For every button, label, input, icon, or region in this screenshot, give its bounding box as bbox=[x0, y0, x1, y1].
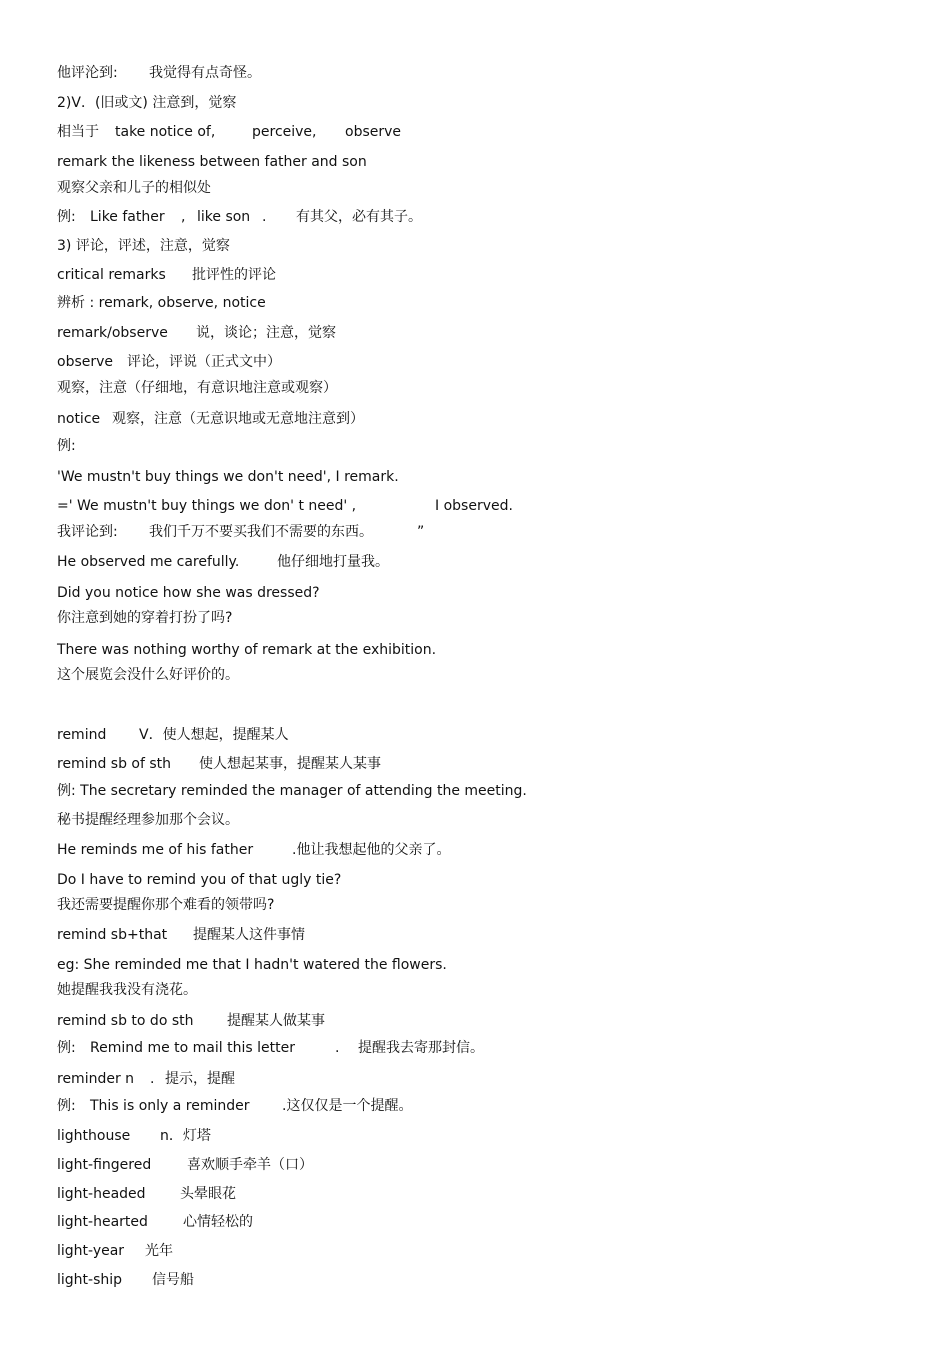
text-segment: remind bbox=[57, 727, 107, 743]
text-segment: ” bbox=[417, 524, 425, 540]
text-segment: 头晕眼花 bbox=[180, 1186, 236, 1202]
text-line bbox=[57, 726, 937, 744]
text-segment: 例: bbox=[57, 1098, 76, 1114]
text-segment: 你注意到她的穿着打扮了吗? bbox=[57, 610, 233, 626]
text-segment: observe bbox=[57, 354, 114, 370]
text-segment: 提醒某人做某事 bbox=[227, 1013, 325, 1029]
text-segment: n．灯塔 bbox=[160, 1128, 211, 1144]
text-line bbox=[57, 353, 937, 371]
text-segment: 他评沦到: bbox=[57, 65, 118, 81]
text-segment: 观察，注意（无意识地或无意地注意到） bbox=[112, 411, 364, 427]
text-segment: He observed me carefully. bbox=[57, 554, 240, 570]
text-line bbox=[57, 871, 937, 889]
text-line bbox=[57, 1185, 937, 1203]
text-segment: remind sb of sth bbox=[57, 756, 172, 772]
text-segment: observe bbox=[345, 124, 402, 140]
text-segment: =' We mustn't buy things we don' t need' , bbox=[57, 498, 357, 514]
text-segment: 提示，提醒 bbox=[165, 1071, 235, 1087]
text-segment: 相当于 bbox=[57, 124, 99, 140]
text-segment: remind sb+that bbox=[57, 927, 168, 943]
text-segment: . bbox=[335, 1040, 340, 1056]
text-line bbox=[57, 153, 937, 171]
text-segment: 喜欢顺手牵羊（口） bbox=[187, 1157, 313, 1173]
text-segment: 有其父，必有其子。 bbox=[296, 209, 422, 225]
text-segment: 'We mustn't buy things we don't need', I remark. bbox=[57, 469, 399, 485]
text-line bbox=[57, 553, 937, 571]
text-segment: 她提醒我我没有浇花。 bbox=[57, 982, 197, 998]
text-segment: light-ship bbox=[57, 1272, 123, 1288]
text-line bbox=[57, 609, 937, 627]
text-segment: critical remarks bbox=[57, 267, 166, 283]
text-segment: 信号船 bbox=[152, 1272, 194, 1288]
text-segment: 秘书提醒经理参加那个会议。 bbox=[57, 812, 239, 828]
text-segment: notice bbox=[57, 411, 101, 427]
text-segment: 2)V．(旧或文) 注意到，觉察 bbox=[57, 95, 237, 111]
text-segment: 例: The secretary reminded the manager of attending the meeting. bbox=[57, 783, 527, 799]
text-segment: 提醒我去寄那封信。 bbox=[358, 1040, 484, 1056]
text-line bbox=[57, 956, 937, 974]
text-segment: .他让我想起他的父亲了。 bbox=[292, 842, 451, 858]
text-line bbox=[57, 294, 937, 312]
text-segment: remark/observe bbox=[57, 325, 168, 341]
text-line bbox=[57, 94, 937, 112]
text-segment: 他仔细地打量我。 bbox=[277, 554, 389, 570]
text-segment: remind sb to do sth bbox=[57, 1013, 194, 1029]
text-line bbox=[57, 179, 937, 197]
text-line bbox=[57, 1070, 937, 1088]
text-line bbox=[57, 1156, 937, 1174]
text-segment: 例: bbox=[57, 438, 76, 454]
text-segment: 使人想起某事，提醒某人某事 bbox=[199, 756, 381, 772]
text-segment: 例: bbox=[57, 209, 76, 225]
text-segment: .这仅仅是一个提醒。 bbox=[282, 1098, 413, 1114]
text-segment: Do I have to remind you of that ugly tie? bbox=[57, 872, 342, 888]
text-segment: 光年 bbox=[145, 1243, 173, 1259]
text-line bbox=[57, 468, 937, 486]
text-segment: 我还需要提醒你那个难看的领带吗? bbox=[57, 897, 275, 913]
text-line bbox=[57, 523, 937, 541]
text-segment: , bbox=[181, 209, 186, 225]
text-line bbox=[57, 497, 937, 515]
text-line bbox=[57, 1127, 937, 1145]
text-segment: 提醒某人这件事情 bbox=[193, 927, 305, 943]
text-segment: light-fingered bbox=[57, 1157, 152, 1173]
text-line bbox=[57, 123, 937, 141]
text-segment: light-headed bbox=[57, 1186, 146, 1202]
text-segment: 3) 评论，评述，注意，觉察 bbox=[57, 238, 230, 254]
text-line bbox=[57, 1271, 937, 1289]
text-segment: reminder n bbox=[57, 1071, 135, 1087]
text-line bbox=[57, 926, 937, 944]
text-segment: There was nothing worthy of remark at the exhibition. bbox=[57, 642, 437, 658]
text-line bbox=[57, 1012, 937, 1030]
text-line bbox=[57, 1039, 937, 1057]
text-segment: This is only a reminder bbox=[90, 1098, 250, 1114]
text-segment: . bbox=[150, 1071, 155, 1087]
text-line bbox=[57, 208, 937, 226]
text-line bbox=[57, 811, 937, 829]
text-segment: light-hearted bbox=[57, 1214, 148, 1230]
text-segment: Like father bbox=[90, 209, 165, 225]
text-segment: He reminds me of his father bbox=[57, 842, 254, 858]
text-line bbox=[57, 584, 937, 602]
text-segment: perceive, bbox=[252, 124, 317, 140]
text-segment: 观察，注意（仔细地，有意识地注意或观察） bbox=[57, 380, 337, 396]
text-segment: lighthouse bbox=[57, 1128, 131, 1144]
text-segment: 我评论到: bbox=[57, 524, 118, 540]
text-segment: Did you notice how she was dressed? bbox=[57, 585, 320, 601]
text-line bbox=[57, 782, 937, 800]
text-line bbox=[57, 237, 937, 255]
text-segment: 心情轻松的 bbox=[183, 1214, 253, 1230]
text-line bbox=[57, 641, 937, 659]
text-line bbox=[57, 1097, 937, 1115]
text-segment: 例: bbox=[57, 1040, 76, 1056]
text-segment: light-year bbox=[57, 1243, 125, 1259]
text-segment: take notice of, bbox=[115, 124, 216, 140]
text-line bbox=[57, 324, 937, 342]
text-line bbox=[57, 437, 937, 455]
text-line bbox=[57, 1242, 937, 1260]
text-line bbox=[57, 266, 937, 284]
text-segment: 我觉得有点奇怪。 bbox=[149, 65, 261, 81]
text-line bbox=[57, 896, 937, 914]
text-segment: . bbox=[262, 209, 267, 225]
text-segment: V．使人想起，提醒某人 bbox=[139, 727, 289, 743]
text-segment: I observed. bbox=[435, 498, 513, 514]
text-segment: Remind me to mail this letter bbox=[90, 1040, 295, 1056]
text-segment: 观察父亲和儿子的相似处 bbox=[57, 180, 211, 196]
text-segment: 这个展览会没什么好评价的。 bbox=[57, 667, 239, 683]
text-line bbox=[57, 981, 937, 999]
text-segment: eg: She reminded me that I hadn't watered the flowers. bbox=[57, 957, 447, 973]
text-segment: 评论，评说（正式文中） bbox=[127, 354, 281, 370]
text-segment: 辨析 : remark, observe, notice bbox=[57, 295, 266, 311]
text-line bbox=[57, 1213, 937, 1231]
text-line bbox=[57, 755, 937, 773]
text-segment: 我们千万不要买我们不需要的东西。 bbox=[149, 524, 373, 540]
text-segment: like son bbox=[197, 209, 251, 225]
text-line bbox=[57, 841, 937, 859]
text-line bbox=[57, 410, 937, 428]
text-line bbox=[57, 379, 937, 397]
text-segment: 批评性的评论 bbox=[192, 267, 276, 283]
text-line bbox=[57, 666, 937, 684]
text-line bbox=[57, 64, 937, 82]
text-segment: 说，谈论；注意，觉察 bbox=[196, 325, 336, 341]
text-segment: remark the likeness between father and son bbox=[57, 154, 367, 170]
